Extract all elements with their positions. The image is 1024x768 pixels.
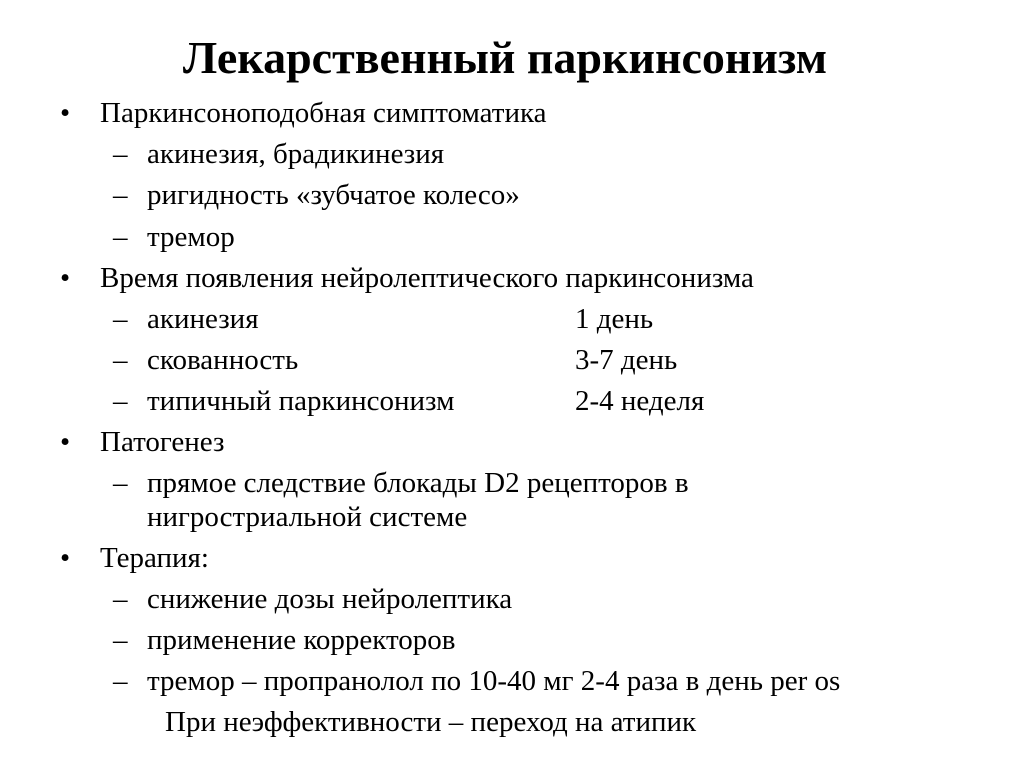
symptom-name: скованность — [147, 344, 299, 376]
bullet-icon: • — [60, 262, 71, 294]
therapy-note: При неэффективности – переход на атипик — [165, 706, 697, 738]
dash-icon: – — [113, 138, 128, 170]
section-heading: Терапия: — [100, 542, 209, 574]
onset-time: 1 день — [575, 303, 654, 335]
bullet-icon: • — [60, 542, 71, 574]
dash-icon: – — [113, 344, 128, 376]
dash-icon: – — [113, 303, 128, 335]
dash-icon: – — [113, 583, 128, 615]
symptom-name: типичный паркинсонизм — [147, 385, 455, 417]
onset-time: 3-7 день — [575, 344, 678, 376]
section-heading: Патогенез — [100, 426, 225, 458]
dash-icon: – — [113, 385, 128, 417]
list-item: акинезия, брадикинезия — [147, 138, 445, 170]
dash-icon: – — [113, 665, 128, 697]
section-heading: Время появления нейролептического паркинсонизма — [100, 262, 754, 294]
list-item: ригидность «зубчатое колесо» — [147, 179, 520, 211]
dash-icon: – — [113, 221, 128, 253]
bullet-icon: • — [60, 426, 71, 458]
dash-icon: – — [113, 624, 128, 656]
onset-time: 2-4 неделя — [575, 385, 705, 417]
dash-icon: – — [113, 467, 128, 499]
list-item: тремор — [147, 221, 235, 253]
list-item-continuation: нигростриальной системе — [147, 501, 468, 533]
list-item: прямое следствие блокады D2 рецепторов в — [147, 467, 689, 499]
dash-icon: – — [113, 179, 128, 211]
list-item: снижение дозы нейролептика — [147, 583, 513, 615]
list-item: применение корректоров — [147, 624, 456, 656]
bullet-icon: • — [60, 97, 71, 129]
section-heading: Паркинсоноподобная симптоматика — [100, 97, 547, 129]
symptom-name: акинезия — [147, 303, 259, 335]
list-item: тремор – пропранолол по 10-40 мг 2-4 раза в день per os — [147, 665, 841, 697]
slide-title: Лекарственный паркинсонизм — [182, 32, 828, 83]
